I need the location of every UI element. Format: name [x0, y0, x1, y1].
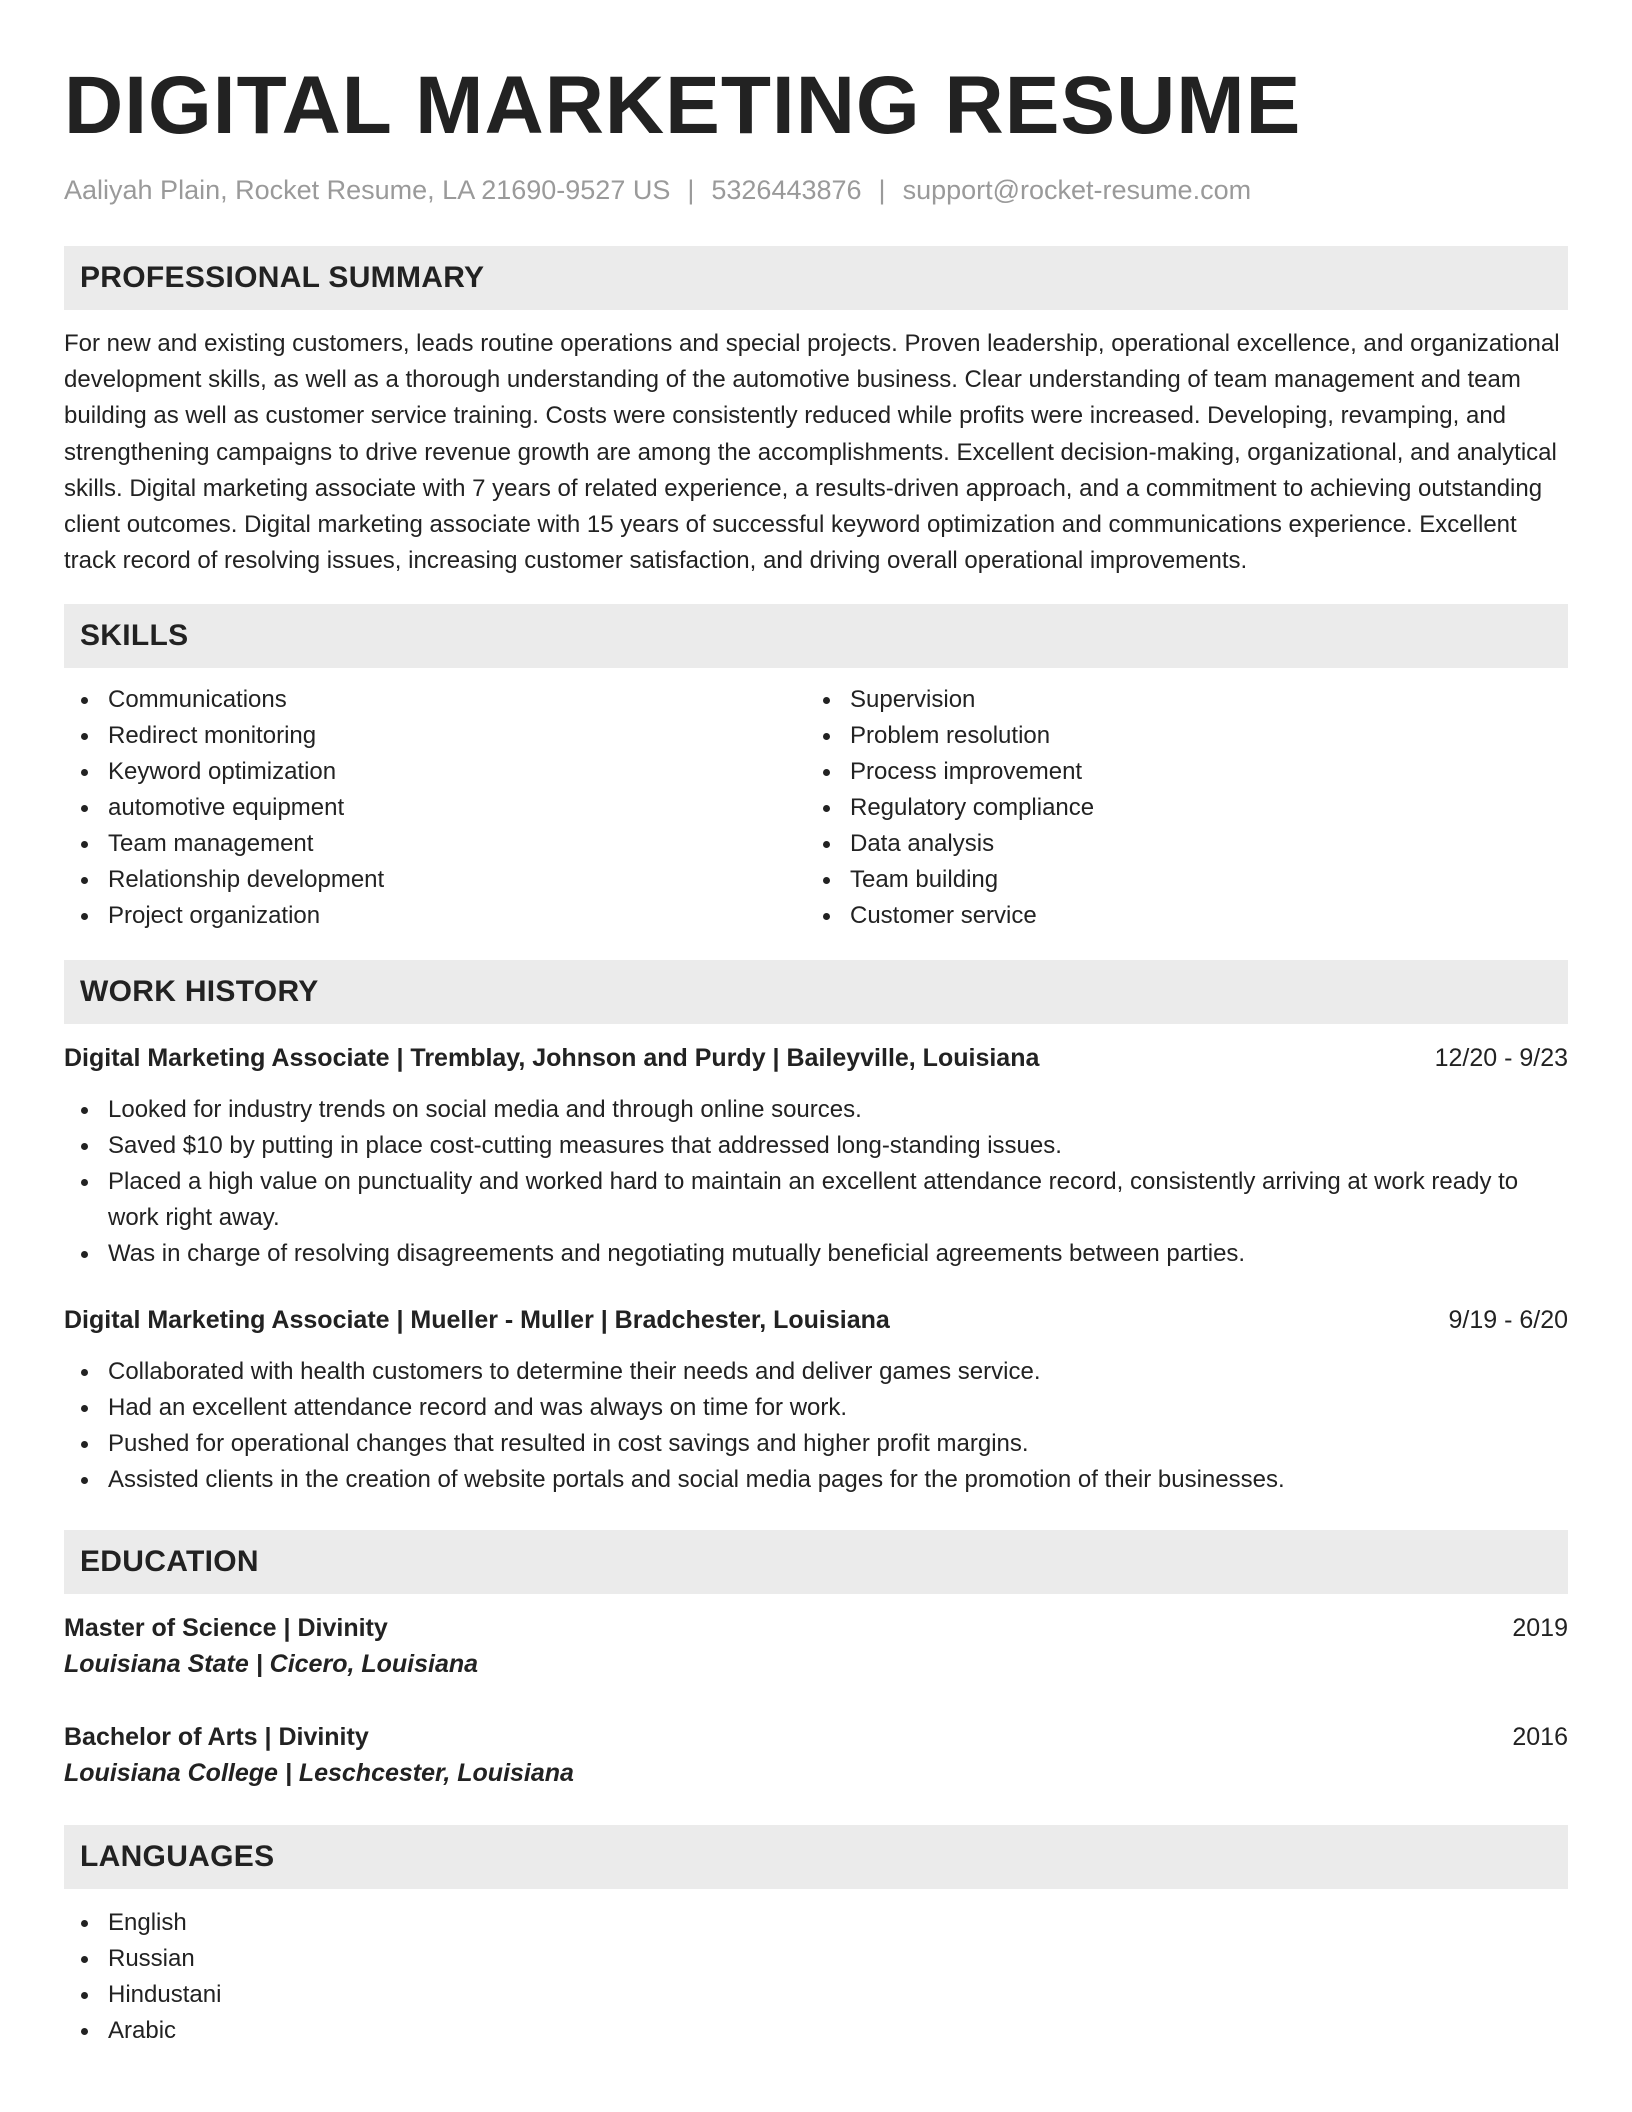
- job-header: [64, 1302, 1568, 1338]
- job-bullet: Looked for industry trends on social media and through online sources.: [64, 1092, 1568, 1128]
- skill-item: Communications: [64, 682, 806, 718]
- job-bullet: Assisted clients in the creation of website portals and social media pages for the promotion of their businesses.: [64, 1462, 1568, 1498]
- job-dates: 9/19 - 6/20: [1448, 1306, 1568, 1335]
- education-heading: EDUCATION: [64, 1530, 1568, 1594]
- contact-address: Aaliyah Plain, Rocket Resume, LA 21690-9527 US: [64, 175, 671, 205]
- skill-item: Problem resolution: [806, 718, 1548, 754]
- job-bullet: Had an excellent attendance record and was always on time for work.: [64, 1390, 1568, 1426]
- job-bullet: Saved $10 by putting in place cost-cutting measures that addressed long-standing issues.: [64, 1128, 1568, 1164]
- contact-phone: 5326443876: [711, 175, 862, 205]
- skills-list: [64, 682, 1568, 934]
- resume-title: DIGITAL MARKETING RESUME: [64, 60, 1302, 151]
- skill-item: Team management: [64, 826, 806, 862]
- education-entry: [64, 1610, 1568, 1682]
- contact-separator: |: [687, 175, 695, 205]
- languages-list: [64, 1905, 1568, 2049]
- education-entry: [64, 1719, 1568, 1791]
- job-bullet: Was in charge of resolving disagreements and negotiating mutually beneficial agreements between parties.: [64, 1236, 1568, 1272]
- skill-item: Keyword optimization: [64, 754, 806, 790]
- skill-item: Redirect monitoring: [64, 718, 806, 754]
- contact-line: [64, 172, 1568, 208]
- education-degree: Master of Science | Divinity: [64, 1614, 388, 1643]
- skills-column-left: [64, 682, 806, 934]
- education-header: [64, 1719, 1568, 1755]
- skill-item: Process improvement: [806, 754, 1548, 790]
- job-title: Digital Marketing Associate | Tremblay, Johnson and Purdy | Baileyville, Louisiana: [64, 1044, 1040, 1073]
- resume-page: [64, 0, 1568, 2049]
- job-header: [64, 1040, 1568, 1076]
- summary-text: For new and existing customers, leads routine operations and special projects. Proven leadership, operational excellence, and organizational development skills, as well as a thorough understanding of the automotive business. Clear understanding of team management and team building as well as customer service training. Costs were consistently reduced while profits were increased. Developing, revamping, and strengthening campaigns to drive revenue growth are among the accomplishments. Excellent decision-making, organizational, and analytical skills. Digital marketing associate with 7 years of related experience, a results-driven approach, and a commitment to achieving outstanding client outcomes. Digital marketing associate with 15 years of successful keyword optimization and communications experience. Excellent track record of resolving issues, increasing customer satisfaction, and driving overall operational improvements.: [64, 330, 1560, 575]
- job-bullet: Collaborated with health customers to determine their needs and deliver games service.: [64, 1354, 1568, 1390]
- skill-item: Data analysis: [806, 826, 1548, 862]
- work-heading: WORK HISTORY: [64, 960, 1568, 1024]
- language-item: Hindustani: [64, 1977, 1568, 2013]
- skill-item: Regulatory compliance: [806, 790, 1548, 826]
- job-title: Digital Marketing Associate | Mueller - Muller | Bradchester, Louisiana: [64, 1306, 890, 1335]
- skill-item: Team building: [806, 862, 1548, 898]
- language-item: Russian: [64, 1941, 1568, 1977]
- education-year: 2016: [1512, 1723, 1568, 1752]
- job-bullet: Placed a high value on punctuality and worked hard to maintain an excellent attendance record, consistently arriving at work ready to work right away.: [64, 1164, 1568, 1236]
- job-bullets: [64, 1092, 1568, 1272]
- education-year: 2019: [1512, 1614, 1568, 1643]
- skill-item: automotive equipment: [64, 790, 806, 826]
- education-header: [64, 1610, 1568, 1646]
- job-entry: [64, 1302, 1568, 1498]
- job-entry: [64, 1040, 1568, 1272]
- job-bullet: Pushed for operational changes that resulted in cost savings and higher profit margins.: [64, 1426, 1568, 1462]
- languages-heading: LANGUAGES: [64, 1825, 1568, 1889]
- education-degree: Bachelor of Arts | Divinity: [64, 1723, 369, 1752]
- skills-heading: SKILLS: [64, 604, 1568, 668]
- skill-item: Customer service: [806, 898, 1548, 934]
- education-school: Louisiana College | Leschcester, Louisiana: [64, 1759, 574, 1788]
- contact-email: support@rocket-resume.com: [902, 175, 1252, 205]
- summary-heading: PROFESSIONAL SUMMARY: [64, 246, 1568, 310]
- skill-item: Project organization: [64, 898, 806, 934]
- skill-item: Relationship development: [64, 862, 806, 898]
- job-dates: 12/20 - 9/23: [1434, 1044, 1568, 1073]
- skill-item: Supervision: [806, 682, 1548, 718]
- contact-separator: |: [878, 175, 886, 205]
- language-item: English: [64, 1905, 1568, 1941]
- education-school: Louisiana State | Cicero, Louisiana: [64, 1650, 479, 1679]
- skills-column-right: [806, 682, 1548, 934]
- language-item: Arabic: [64, 2013, 1568, 2049]
- job-bullets: [64, 1354, 1568, 1498]
